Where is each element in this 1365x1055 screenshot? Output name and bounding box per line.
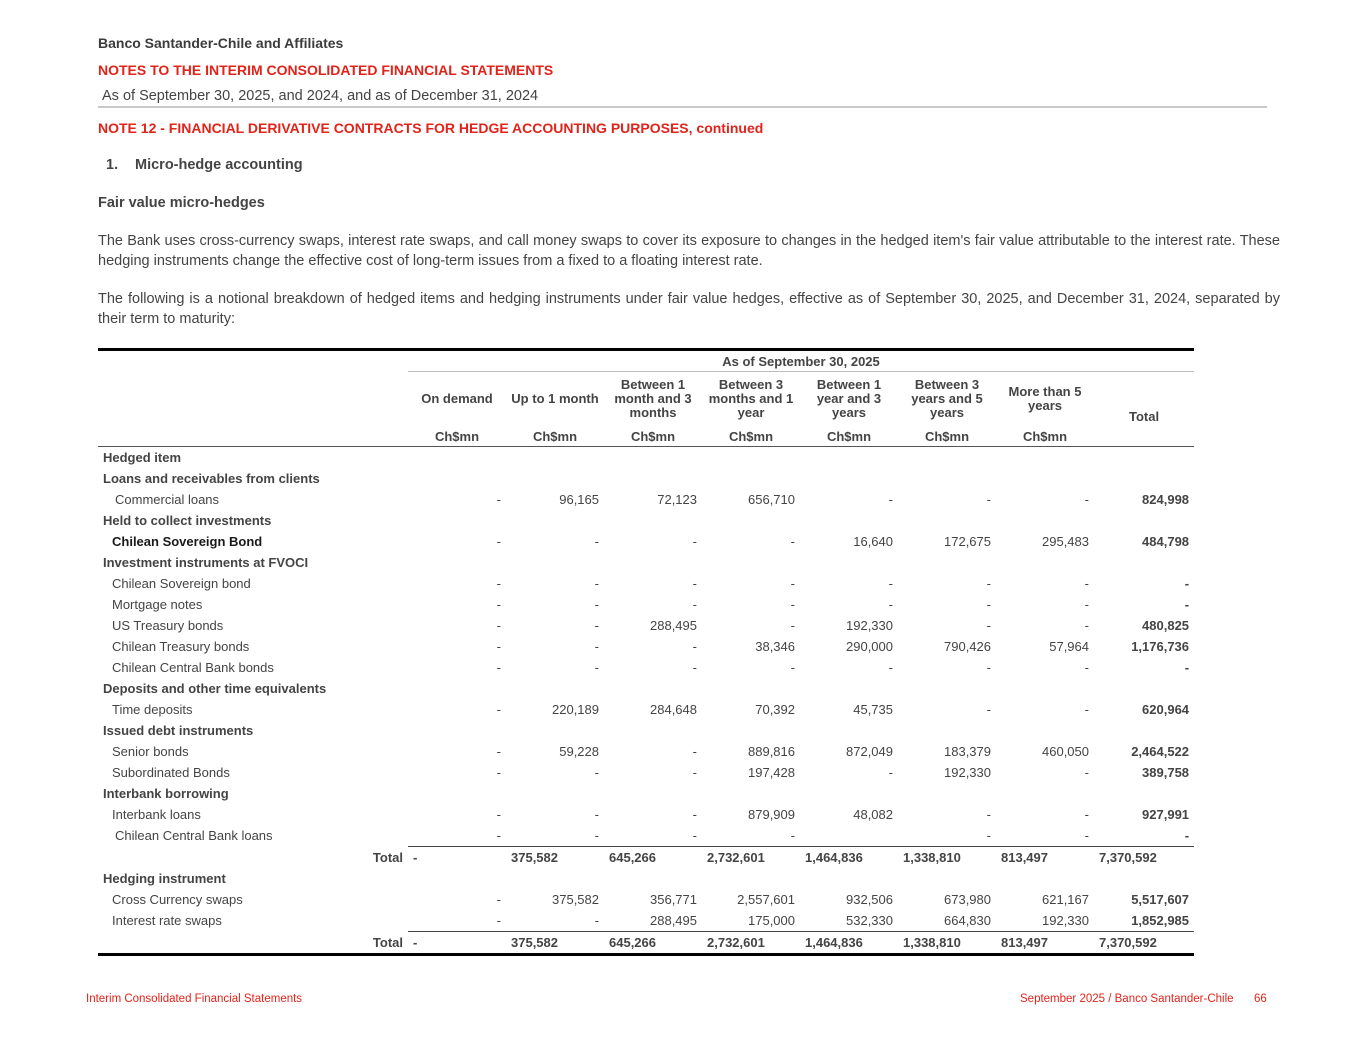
group-fvoci: Investment instruments at FVOCI <box>103 555 309 570</box>
empty-cell <box>996 720 1094 741</box>
table-group-row <box>98 783 1194 804</box>
row-value: - <box>888 576 893 591</box>
row-value: - <box>594 765 599 780</box>
empty-cell <box>702 720 800 741</box>
row-value: - <box>692 807 697 822</box>
empty-cell <box>1094 720 1194 741</box>
row-value: - <box>496 913 501 928</box>
total-value: 1,464,836 <box>800 847 898 869</box>
group-htc: Held to collect investments <box>103 513 272 528</box>
empty-cell <box>604 510 702 531</box>
empty-cell <box>506 468 604 489</box>
empty-cell <box>898 678 996 699</box>
empty-cell <box>506 783 604 804</box>
row-value: 532,330 <box>846 913 893 928</box>
row-value: 295,483 <box>1042 534 1089 549</box>
empty-cell <box>996 783 1094 804</box>
row-value: - <box>594 576 599 591</box>
column-header: Between 3 months and 1 year <box>708 377 794 420</box>
row-value: - <box>496 492 501 507</box>
table-row <box>98 910 1194 932</box>
empty-cell <box>1094 447 1194 469</box>
row-total-value: 5,517,607 <box>1131 892 1190 907</box>
empty-cell <box>1094 552 1194 573</box>
page-number: 66 <box>1254 993 1267 1005</box>
row-value: - <box>496 534 501 549</box>
total-label: Total <box>98 932 408 955</box>
row-value: 356,771 <box>650 892 697 907</box>
row-value: - <box>888 765 893 780</box>
empty-cell <box>996 510 1094 531</box>
table-group-row <box>98 720 1194 741</box>
row-value: 673,980 <box>944 892 991 907</box>
row-value: - <box>986 492 991 507</box>
footer-date-bank <box>1020 993 1234 1005</box>
column-header: More than 5 years <box>1008 384 1082 413</box>
row-value: 872,049 <box>846 744 893 759</box>
row-value: 197,428 <box>748 765 795 780</box>
unit-label: Ch$mn <box>506 426 604 447</box>
paragraph-2: The following is a notional breakdown of hedged items and hedging instruments under fair value hedges, effective as of September 30, 2025, and December 31, 2024, separated by their term to maturity: <box>98 291 1280 327</box>
row-value: 70,392 <box>755 702 795 717</box>
row-value: 38,346 <box>755 639 795 654</box>
row-value: - <box>1084 618 1089 633</box>
row-value: 192,330 <box>846 618 893 633</box>
row-total-value: - <box>1184 576 1190 591</box>
empty-cell <box>898 510 996 531</box>
row-value: - <box>496 807 501 822</box>
empty-cell <box>408 678 506 699</box>
total-value: 2,732,601 <box>702 847 800 869</box>
as-of-date: As of September 30, 2025, and 2024, and as of December 31, 2024 <box>102 88 539 104</box>
row-value: - <box>986 576 991 591</box>
row-total-value: 1,852,985 <box>1131 913 1190 928</box>
row-value: - <box>594 618 599 633</box>
table-row <box>98 615 1194 636</box>
row-value: 932,506 <box>846 892 893 907</box>
row-value: 183,379 <box>944 744 991 759</box>
row-value: - <box>986 702 991 717</box>
empty-cell <box>800 447 898 469</box>
total-value: 645,266 <box>604 932 702 955</box>
total-value: 375,582 <box>506 932 604 955</box>
row-total-value: 620,964 <box>1142 702 1190 717</box>
empty-cell <box>702 678 800 699</box>
table-row <box>98 573 1194 594</box>
group-debt: Issued debt instruments <box>103 723 254 738</box>
row-label: Interest rate swaps <box>112 913 222 929</box>
company-name: Banco Santander-Chile and Affiliates <box>98 35 344 51</box>
row-value: - <box>986 807 991 822</box>
row-label: Chilean Central Bank loans <box>115 828 273 844</box>
row-value: 220,189 <box>552 702 599 717</box>
row-value: 290,000 <box>846 639 893 654</box>
row-value: - <box>1084 576 1089 591</box>
total-value: 813,497 <box>996 932 1094 955</box>
row-total-value: 480,825 <box>1142 618 1190 633</box>
total-value: 1,464,836 <box>800 932 898 955</box>
empty-cell <box>408 447 506 469</box>
empty-cell <box>506 868 604 889</box>
row-value: - <box>986 618 991 633</box>
row-total-value: 1,176,736 <box>1131 639 1190 654</box>
row-label: Mortgage notes <box>112 597 203 612</box>
empty-cell <box>800 720 898 741</box>
row-value: - <box>496 765 501 780</box>
row-value: - <box>496 597 501 612</box>
group-loans: Loans and receivables from clients <box>103 471 320 486</box>
row-value: - <box>790 576 795 591</box>
row-value: - <box>692 744 697 759</box>
empty-cell <box>996 678 1094 699</box>
total-value: 7,370,592 <box>1094 847 1194 869</box>
empty-cell <box>702 552 800 573</box>
empty-cell <box>604 468 702 489</box>
empty-cell <box>604 678 702 699</box>
row-value: 284,648 <box>650 702 697 717</box>
empty-cell <box>408 468 506 489</box>
row-value: - <box>790 828 795 843</box>
column-header: On demand <box>421 391 493 406</box>
table-row <box>98 594 1194 615</box>
empty-cell <box>1094 468 1194 489</box>
empty-cell <box>702 447 800 469</box>
row-total-value: - <box>1184 828 1190 843</box>
row-value: - <box>1084 828 1089 843</box>
table-row <box>98 825 1194 847</box>
row-value: - <box>790 660 795 675</box>
table-row <box>98 889 1194 910</box>
empty-cell <box>604 868 702 889</box>
row-value: - <box>594 639 599 654</box>
row-value: 48,082 <box>853 807 893 822</box>
row-value: 2,557,601 <box>737 892 795 907</box>
row-value: - <box>888 660 893 675</box>
row-value: 460,050 <box>1042 744 1089 759</box>
unit-label <box>1094 426 1194 447</box>
maturity-table <box>98 348 1194 956</box>
row-value: 175,000 <box>748 913 795 928</box>
empty-cell <box>408 868 506 889</box>
row-label: Interbank loans <box>112 807 201 822</box>
row-value: 192,330 <box>1042 913 1089 928</box>
table-row <box>98 741 1194 762</box>
total-value: - <box>408 932 506 955</box>
empty-cell <box>604 447 702 469</box>
row-total-value: 484,798 <box>1142 534 1190 549</box>
total-value: 813,497 <box>996 847 1094 869</box>
row-value: - <box>594 807 599 822</box>
unit-label: Ch$mn <box>898 426 996 447</box>
row-value: - <box>594 828 599 843</box>
empty-cell <box>702 783 800 804</box>
empty-cell <box>408 510 506 531</box>
row-label: Senior bonds <box>112 744 189 759</box>
empty-cell <box>898 720 996 741</box>
row-value: 288,495 <box>650 913 697 928</box>
row-value: 172,675 <box>944 534 991 549</box>
row-value: 656,710 <box>748 492 795 507</box>
section-heading <box>106 157 303 173</box>
row-value: - <box>496 702 501 717</box>
row-value: - <box>790 534 795 549</box>
total-value: 375,582 <box>506 847 604 869</box>
row-value: 45,735 <box>853 702 893 717</box>
row-value: 790,426 <box>944 639 991 654</box>
row-value: 664,830 <box>944 913 991 928</box>
empty-cell <box>996 552 1094 573</box>
row-label: Time deposits <box>112 702 193 717</box>
subsection-heading: Fair value micro-hedges <box>98 195 265 211</box>
row-total-value: 2,464,522 <box>1131 744 1190 759</box>
row-value: 288,495 <box>650 618 697 633</box>
total-value: - <box>408 847 506 869</box>
paragraph-1: The Bank uses cross-currency swaps, interest rate swaps, and call money swaps to cover its exposure to changes in the hedged item's fair value attributable to the interest rate. These hedging instruments change the effective cost of long-term issues from a fixed to a floating interest rate. <box>98 233 1280 269</box>
row-value: - <box>1084 807 1089 822</box>
row-value <box>800 825 898 847</box>
empty-cell <box>604 552 702 573</box>
column-header: Between 1 month and 3 months <box>614 377 692 420</box>
footer-separator: / <box>1108 993 1112 1005</box>
group-interbank: Interbank borrowing <box>103 786 229 801</box>
table-group-row <box>98 510 1194 531</box>
table-group-row <box>98 552 1194 573</box>
column-header: Between 3 years and 5 years <box>911 377 983 420</box>
row-total-value: - <box>1184 660 1190 675</box>
table-group-row <box>98 468 1194 489</box>
empty-cell <box>1094 510 1194 531</box>
header-divider <box>98 106 1267 108</box>
row-value: 879,909 <box>748 807 795 822</box>
empty-cell <box>702 468 800 489</box>
row-value: - <box>1084 597 1089 612</box>
table-row <box>98 762 1194 783</box>
row-value: - <box>496 892 501 907</box>
empty-cell <box>898 868 996 889</box>
row-value: - <box>986 597 991 612</box>
empty-cell <box>996 468 1094 489</box>
row-label: Chilean Treasury bonds <box>112 639 250 654</box>
row-label: Commercial loans <box>115 492 220 507</box>
row-value: - <box>496 618 501 633</box>
empty-cell <box>604 783 702 804</box>
row-value: - <box>1084 660 1089 675</box>
empty-cell <box>408 720 506 741</box>
row-value: - <box>496 639 501 654</box>
row-label: Cross Currency swaps <box>112 892 243 907</box>
empty-cell <box>898 447 996 469</box>
row-total-value: 389,758 <box>1142 765 1190 780</box>
empty-cell <box>898 468 996 489</box>
table-row <box>98 657 1194 678</box>
empty-cell <box>800 783 898 804</box>
total-value: 1,338,810 <box>898 932 996 955</box>
row-value: - <box>692 534 697 549</box>
section-title: Micro-hedge accounting <box>135 157 303 173</box>
group-hedged-item: Hedged item <box>103 450 182 465</box>
empty-cell <box>702 868 800 889</box>
empty-cell <box>408 552 506 573</box>
row-value: - <box>790 597 795 612</box>
table-group-row <box>98 678 1194 699</box>
footer-doc-title: Interim Consolidated Financial Statements <box>86 993 303 1005</box>
row-value: - <box>692 576 697 591</box>
notes-title: NOTES TO THE INTERIM CONSOLIDATED FINANCIAL STATEMENTS <box>98 62 554 78</box>
row-value: 96,165 <box>559 492 599 507</box>
empty-cell <box>604 720 702 741</box>
row-value: - <box>496 744 501 759</box>
row-value: 16,640 <box>853 534 893 549</box>
empty-cell <box>702 510 800 531</box>
row-label: Subordinated Bonds <box>112 765 230 780</box>
total-label: Total <box>372 849 403 865</box>
footer-bank: Banco Santander-Chile <box>1111 993 1234 1005</box>
row-value: - <box>888 597 893 612</box>
table-header-row <box>98 372 1194 427</box>
column-header: Between 1 year and 3 years <box>816 377 882 420</box>
row-value: - <box>1084 765 1089 780</box>
row-total-value: - <box>1184 597 1190 612</box>
row-value: - <box>496 576 501 591</box>
table-row <box>98 489 1194 510</box>
row-value: - <box>986 660 991 675</box>
row-value: 192,330 <box>944 765 991 780</box>
empty-cell <box>996 447 1094 469</box>
unit-label: Ch$mn <box>800 426 898 447</box>
row-label: US Treasury bonds <box>112 618 224 633</box>
empty-cell <box>506 552 604 573</box>
row-value: - <box>790 618 795 633</box>
table-total-row <box>98 847 1194 869</box>
row-value: - <box>692 597 697 612</box>
row-value: 621,167 <box>1042 892 1089 907</box>
row-value: - <box>1084 492 1089 507</box>
empty-cell <box>898 552 996 573</box>
total-value: 645,266 <box>604 847 702 869</box>
row-value: - <box>594 660 599 675</box>
total-value: 2,732,601 <box>702 932 800 955</box>
table-row <box>98 636 1194 657</box>
group-deposits: Deposits and other time equivalents <box>103 681 327 696</box>
row-label: Chilean Sovereign Bond <box>112 534 263 549</box>
row-value: 57,964 <box>1049 639 1089 654</box>
row-value: 889,816 <box>748 744 795 759</box>
note-title: NOTE 12 - FINANCIAL DERIVATIVE CONTRACTS FOR HEDGE ACCOUNTING PURPOSES, continued <box>98 120 764 136</box>
row-value: 59,228 <box>559 744 599 759</box>
table-row <box>98 531 1194 552</box>
row-total-value: 824,998 <box>1142 492 1190 507</box>
empty-cell <box>408 783 506 804</box>
empty-cell <box>506 510 604 531</box>
row-value: - <box>594 597 599 612</box>
table-period: As of September 30, 2025 <box>408 350 1194 372</box>
unit-label: Ch$mn <box>408 426 506 447</box>
empty-cell <box>800 468 898 489</box>
row-value: - <box>692 828 697 843</box>
empty-cell <box>1094 868 1194 889</box>
row-value: - <box>986 828 991 843</box>
row-value: - <box>692 639 697 654</box>
unit-label: Ch$mn <box>604 426 702 447</box>
row-value: - <box>594 913 599 928</box>
empty-cell <box>1094 678 1194 699</box>
row-value: - <box>1084 702 1089 717</box>
empty-cell <box>800 510 898 531</box>
empty-cell <box>800 552 898 573</box>
row-label: Chilean Sovereign bond <box>112 576 251 591</box>
column-header: Total <box>1128 409 1160 424</box>
table-period-row <box>98 350 1194 372</box>
row-value: 72,123 <box>657 492 697 507</box>
empty-cell <box>800 868 898 889</box>
empty-cell <box>506 678 604 699</box>
empty-cell <box>898 783 996 804</box>
table-group-row <box>98 447 1194 469</box>
column-header: Up to 1 month <box>511 391 599 406</box>
total-value: 7,370,592 <box>1094 932 1194 955</box>
row-value: - <box>496 828 501 843</box>
row-label: Chilean Central Bank bonds <box>112 660 274 675</box>
table-total-row <box>98 932 1194 955</box>
row-value: - <box>692 660 697 675</box>
unit-label: Ch$mn <box>702 426 800 447</box>
row-total-value: 927,991 <box>1142 807 1190 822</box>
empty-cell <box>800 678 898 699</box>
group-hedging-instrument: Hedging instrument <box>103 871 226 886</box>
footer-date: September 2025 <box>1020 993 1109 1005</box>
empty-cell <box>506 720 604 741</box>
table-units-row <box>98 426 1194 447</box>
table-row <box>98 804 1194 825</box>
empty-cell <box>506 447 604 469</box>
table-group-row <box>98 868 1194 889</box>
section-number: 1. <box>106 157 119 173</box>
row-value: - <box>594 534 599 549</box>
row-value: - <box>692 765 697 780</box>
empty-cell <box>1094 783 1194 804</box>
row-value: - <box>888 492 893 507</box>
empty-cell <box>996 868 1094 889</box>
unit-label: Ch$mn <box>996 426 1094 447</box>
table-row <box>98 699 1194 720</box>
total-value: 1,338,810 <box>898 847 996 869</box>
row-value: 375,582 <box>552 892 599 907</box>
row-value: - <box>496 660 501 675</box>
